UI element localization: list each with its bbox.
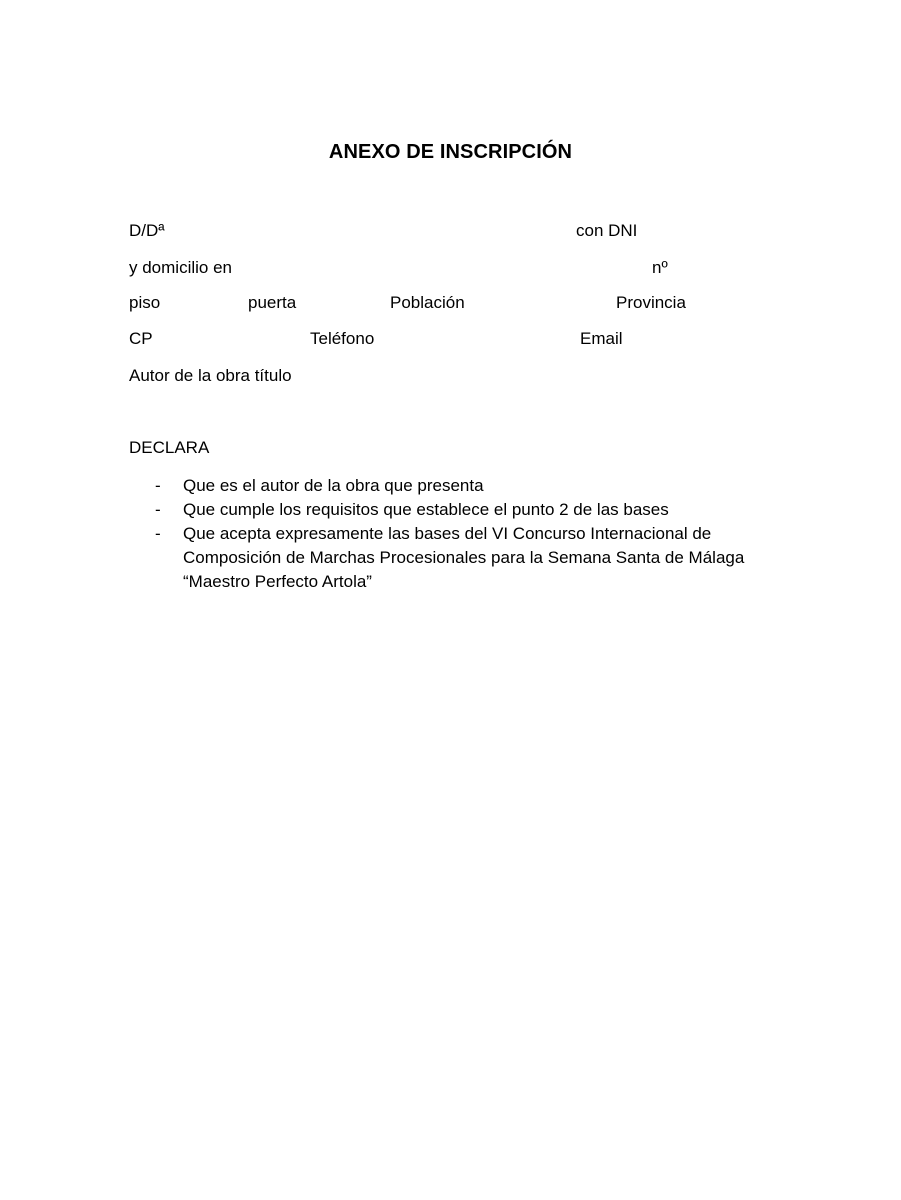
list-item-text: Que es el autor de la obra que presenta <box>183 476 484 495</box>
list-bullet: - <box>155 476 161 495</box>
address-label: y domicilio en <box>129 258 232 277</box>
document-title: ANEXO DE INSCRIPCIÓN <box>328 141 573 163</box>
name-label: D/Dª <box>129 221 165 240</box>
door-label: puerta <box>248 293 297 312</box>
number-label: nº <box>652 258 668 277</box>
list-item <box>129 474 769 498</box>
list-item-text: Que acepta expresamente las bases del VI Concurso Internacional de Composición de Marchas Procesionales para la Semana Santa de Málaga “Maestro Perfecto Artola” <box>183 524 745 591</box>
email-label: Email <box>580 329 623 348</box>
province-label: Provincia <box>616 293 686 312</box>
list-item <box>129 522 769 594</box>
town-label: Población <box>390 293 465 312</box>
floor-label: piso <box>129 293 161 312</box>
dni-label: con DNI <box>576 221 638 240</box>
declaration-list <box>129 474 769 594</box>
work-title-label: Autor de la obra título <box>129 366 292 385</box>
list-item <box>129 498 769 522</box>
phone-label: Teléfono <box>310 329 375 348</box>
declares-heading: DECLARA <box>129 438 210 457</box>
list-bullet: - <box>155 524 161 543</box>
list-item-text: Que cumple los requisitos que establece el punto 2 de las bases <box>183 500 669 519</box>
list-bullet: - <box>155 500 161 519</box>
postcode-label: CP <box>129 329 153 348</box>
